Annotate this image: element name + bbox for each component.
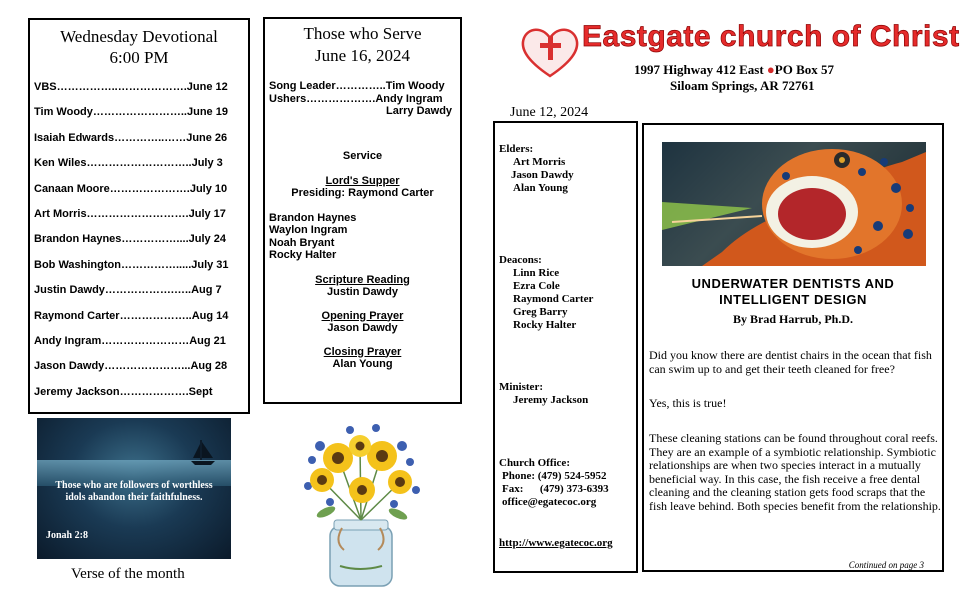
deacon-name: Greg Barry [513, 306, 568, 318]
staff-box [493, 121, 638, 573]
list-item: Jason Dawdy…………………...Aug 28 [34, 360, 228, 373]
issue-date: June 12, 2024 [510, 105, 589, 120]
scripture-name: Justin Dawdy [327, 285, 398, 298]
list-item: Isaiah Edwards…………..……June 26 [34, 131, 228, 144]
list-item: Andy Ingram……………………Aug 21 [34, 334, 226, 347]
verse-caption: Verse of the month [71, 566, 185, 582]
scripture-heading: Scripture Reading [315, 273, 410, 286]
continued-note: Continued on page 3 [848, 560, 924, 570]
article-paragraph: These cleaning stations can be found throughout coral reefs. They are an example of a symbiotic relationship. Symbiotic relationships are when two species interact in a mutually beneficial way. In this case, the fish receive a free dental cleaning and the cleaning station gets food scraps that the fish leave behind. Both species benefit from the relationship. [649, 431, 941, 513]
deacons-section: Deacons: Linn Rice Ezra Cole Raymond Carter Greg Barry Rocky Halter [499, 254, 594, 331]
server-name: Brandon Haynes [269, 211, 357, 224]
address-line-1: 1997 Highway 412 East ●PO Box 57 [634, 62, 834, 77]
article-title: UNDERWATER DENTISTS AND INTELLIGENT DESIGN [691, 276, 895, 307]
office-phone: Phone: (479) 524-5952 [502, 470, 607, 482]
list-item: Bob Washington…………….....July 31 [34, 258, 229, 271]
presiding: Presiding: Raymond Carter [291, 186, 434, 199]
deacon-name: Ezra Cole [513, 280, 560, 292]
ushers: Ushers……………….Andy Ingram [269, 92, 443, 105]
verse-text: Those who are followers of worthless idols abandon their faithfulness. [55, 480, 213, 503]
elder-name: Art Morris [513, 156, 566, 168]
closing-prayer-name: Alan Young [332, 357, 393, 370]
server-name: Waylon Ingram [269, 224, 348, 236]
address-line-2: Siloam Springs, AR 72761 [670, 78, 815, 93]
list-item: Art Morris……………………….July 17 [34, 207, 226, 220]
verse-reference: Jonah 2:8 [46, 530, 88, 541]
elders-section: Elders: Art Morris Jason Dawdy Alan Young [499, 143, 574, 194]
serve-title: Those who Serve June 16, 2024 [303, 24, 422, 65]
office-section: Church Office: Phone: (479) 524-5952 Fax: (479) 373-6393 office@egatecoc.org [499, 457, 609, 508]
minister-name: Jeremy Jackson [513, 394, 589, 406]
song-leader: Song Leader…………..Tim Woody [269, 80, 445, 92]
server-name: Rocky Halter [269, 249, 337, 261]
list-item: Jeremy Jackson……………….Sept [34, 385, 213, 398]
office-fax: Fax: (479) 373-6393 [502, 483, 609, 495]
website-link[interactable]: http://www.egatecoc.org [499, 537, 613, 549]
deacon-name: Linn Rice [513, 267, 560, 279]
devotional-box [28, 18, 250, 414]
sailboat-icon [189, 438, 219, 468]
devotional-title: Wednesday Devotional 6:00 PM [60, 27, 218, 67]
list-item: Tim Woody……………………..June 19 [34, 106, 228, 119]
heart-cross-logo-icon [518, 22, 582, 80]
deacon-name: Raymond Carter [513, 293, 594, 305]
server-name: Noah Bryant [269, 236, 335, 249]
verse-image [37, 418, 231, 559]
article-box [642, 123, 944, 572]
serve-box [263, 17, 462, 404]
church-name: Eastgate church of Christ [582, 20, 960, 53]
ushers-2: Larry Dawdy [386, 105, 453, 117]
bullet-icon: ● [766, 62, 775, 77]
closing-prayer-heading: Closing Prayer [323, 345, 402, 358]
list-item: VBS……………..……………….June 12 [34, 81, 228, 93]
deacon-name: Rocky Halter [513, 319, 577, 331]
list-item: Justin Dawdy……………….…..Aug 7 [34, 284, 222, 297]
opening-prayer-heading: Opening Prayer [321, 309, 404, 322]
lords-supper-heading: Lord's Supper [325, 174, 400, 187]
fish-photo [662, 142, 926, 266]
list-item: Ken Wiles………………………..July 3 [34, 157, 223, 170]
elder-name: Alan Young [513, 182, 568, 194]
list-item: Raymond Carter………………..Aug 14 [34, 309, 229, 322]
devotional-list [30, 80, 248, 410]
article-paragraph: Yes, this is true! [649, 396, 727, 410]
article-paragraph: Did you know there are dentist chairs in the ocean that fish can swim up to and get their teeth cleaned for free? [649, 348, 932, 376]
fish-icon [662, 142, 926, 266]
elder-name: Jason Dawdy [511, 169, 574, 181]
minister-section: Minister: Jeremy Jackson [499, 381, 589, 406]
article-author: By Brad Harrub, Ph.D. [732, 312, 853, 326]
flower-jar-icon [290, 416, 432, 592]
list-item: Brandon Haynes……………....July 24 [34, 233, 226, 246]
opening-prayer-name: Jason Dawdy [327, 321, 398, 334]
service-heading: Service [342, 149, 383, 162]
list-item: Canaan Moore………………….July 10 [34, 182, 228, 195]
office-email[interactable]: office@egatecoc.org [502, 496, 597, 508]
